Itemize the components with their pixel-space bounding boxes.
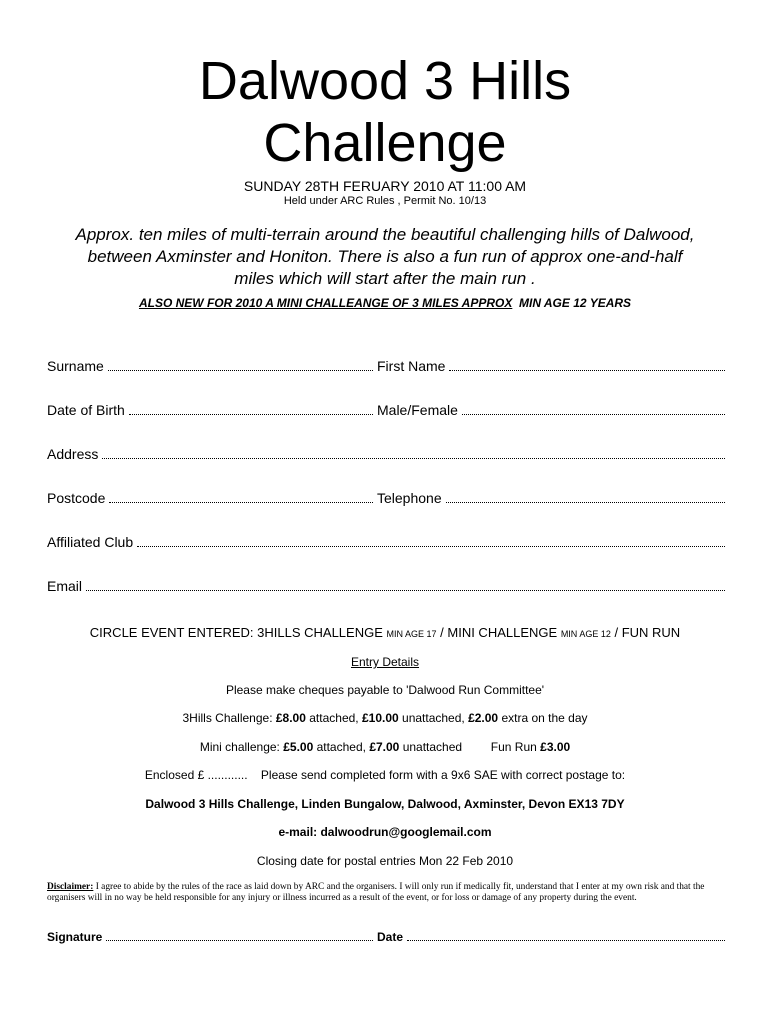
postcode-line[interactable] bbox=[109, 502, 373, 503]
email-label: Email bbox=[47, 578, 83, 594]
mini-unattached-price: £7.00 bbox=[369, 740, 400, 754]
surname-line[interactable] bbox=[108, 370, 373, 371]
address-row bbox=[47, 442, 725, 462]
email-line[interactable] bbox=[86, 590, 725, 591]
mini-notice-underlined: ALSO NEW FOR 2010 A MINI CHALLEANGE OF 3 MILES APPROX bbox=[138, 296, 513, 310]
signature-line[interactable] bbox=[106, 940, 373, 941]
telephone-field[interactable] bbox=[373, 490, 725, 506]
address-field[interactable] bbox=[47, 446, 725, 462]
email-row bbox=[47, 574, 725, 594]
address-label: Address bbox=[47, 446, 99, 462]
first-name-label: First Name bbox=[377, 358, 446, 374]
gender-field[interactable] bbox=[373, 402, 725, 418]
signature-field[interactable] bbox=[47, 930, 373, 944]
date-field[interactable] bbox=[373, 930, 725, 944]
event-selection bbox=[0, 625, 770, 640]
hills-label: 3Hills Challenge: bbox=[182, 711, 273, 725]
postcode-label: Postcode bbox=[47, 490, 106, 506]
dob-label: Date of Birth bbox=[47, 402, 125, 418]
dob-line[interactable] bbox=[129, 414, 373, 415]
fun-run-price: £3.00 bbox=[540, 740, 571, 754]
mini-attached-price: £5.00 bbox=[283, 740, 314, 754]
date-line[interactable] bbox=[407, 940, 725, 941]
mini-min-age: MIN AGE 12 bbox=[560, 629, 611, 639]
mini-prices bbox=[0, 740, 770, 754]
hills-attached-price: £8.00 bbox=[275, 711, 306, 725]
mini-attached-word: attached, bbox=[316, 740, 366, 754]
event-mini: / MINI CHALLENGE bbox=[440, 625, 558, 640]
unattached-word: unattached, bbox=[402, 711, 465, 725]
closing-date: Closing date for postal entries Mon 22 Feb 2010 bbox=[256, 854, 514, 868]
title-line-2: Challenge bbox=[263, 113, 507, 173]
surname-label: Surname bbox=[47, 358, 104, 374]
club-field[interactable] bbox=[47, 534, 725, 550]
title-line-1: Dalwood 3 Hills bbox=[198, 51, 572, 111]
enclosed-instructions: Enclosed £ ............ Please send completed form with a 9x6 SAE with correct postage to: bbox=[144, 768, 626, 782]
intro-line: miles which will start after the main run . bbox=[234, 269, 536, 288]
intro-line: Approx. ten miles of multi-terrain around the beautiful challenging hills of Dalwood, bbox=[75, 225, 695, 244]
email-field[interactable] bbox=[47, 578, 725, 594]
signature-label: Signature bbox=[47, 930, 103, 944]
telephone-label: Telephone bbox=[377, 490, 442, 506]
event-fun-run: / FUN RUN bbox=[614, 625, 681, 640]
club-label: Affiliated Club bbox=[47, 534, 134, 550]
dob-row bbox=[47, 398, 725, 418]
dob-field[interactable] bbox=[47, 402, 373, 418]
club-row bbox=[47, 530, 725, 550]
extra-word: extra on the day bbox=[501, 711, 588, 725]
fun-run-label: Fun Run bbox=[490, 740, 537, 754]
mini-notice-age: MIN AGE 12 YEARS bbox=[519, 296, 632, 310]
cheque-instructions: Please make cheques payable to 'Dalwood Run Committee' bbox=[225, 683, 545, 697]
entry-details-heading: Entry Details bbox=[350, 655, 420, 669]
attached-word: attached, bbox=[309, 711, 359, 725]
first-name-field[interactable] bbox=[373, 358, 725, 374]
signature-row bbox=[47, 926, 725, 944]
hills-prices bbox=[0, 711, 770, 725]
permit-info: Held under ARC Rules , Permit No. 10/13 bbox=[283, 195, 487, 207]
club-line[interactable] bbox=[137, 546, 725, 547]
postal-address: Dalwood 3 Hills Challenge, Linden Bungalow, Dalwood, Axminster, Devon EX13 7DY bbox=[145, 797, 625, 811]
intro-line: between Axminster and Honiton. There is also a fun run of approx one-and-half bbox=[87, 247, 683, 266]
contact-email: e-mail: dalwoodrun@googlemail.com bbox=[278, 825, 492, 839]
mini-challenge-notice bbox=[0, 296, 770, 310]
surname-field[interactable] bbox=[47, 358, 373, 374]
gender-line[interactable] bbox=[462, 414, 725, 415]
page-title bbox=[0, 50, 770, 174]
date-label: Date bbox=[377, 930, 404, 944]
hills-min-age: MIN AGE 17 bbox=[386, 629, 437, 639]
postcode-field[interactable] bbox=[47, 490, 373, 506]
name-row bbox=[47, 354, 725, 374]
address-line[interactable] bbox=[102, 458, 725, 459]
hills-extra-price: £2.00 bbox=[468, 711, 499, 725]
disclaimer bbox=[47, 882, 725, 904]
disclaimer-label: Disclaimer: bbox=[47, 882, 94, 892]
mini-label: Mini challenge: bbox=[199, 740, 280, 754]
postcode-row bbox=[47, 486, 725, 506]
disclaimer-text: I agree to abide by the rules of the race as laid down by ARC and the organisers. I will only run if medically fit, understand that I enter at my own risk and that the organisers will in no way be held responsible for any injury or illness incurred as a result of the event, or for loss or damage of any property during the event. bbox=[47, 882, 705, 903]
telephone-line[interactable] bbox=[446, 502, 725, 503]
hills-unattached-price: £10.00 bbox=[361, 711, 399, 725]
gender-label: Male/Female bbox=[377, 402, 458, 418]
event-date: SUNDAY 28TH FERUARY 2010 AT 11:00 AM bbox=[243, 178, 527, 194]
mini-unattached-word: unattached bbox=[402, 740, 463, 754]
first-name-line[interactable] bbox=[449, 370, 725, 371]
event-prefix: CIRCLE EVENT ENTERED: 3HILLS CHALLENGE bbox=[89, 625, 383, 640]
intro-paragraph bbox=[40, 224, 730, 290]
